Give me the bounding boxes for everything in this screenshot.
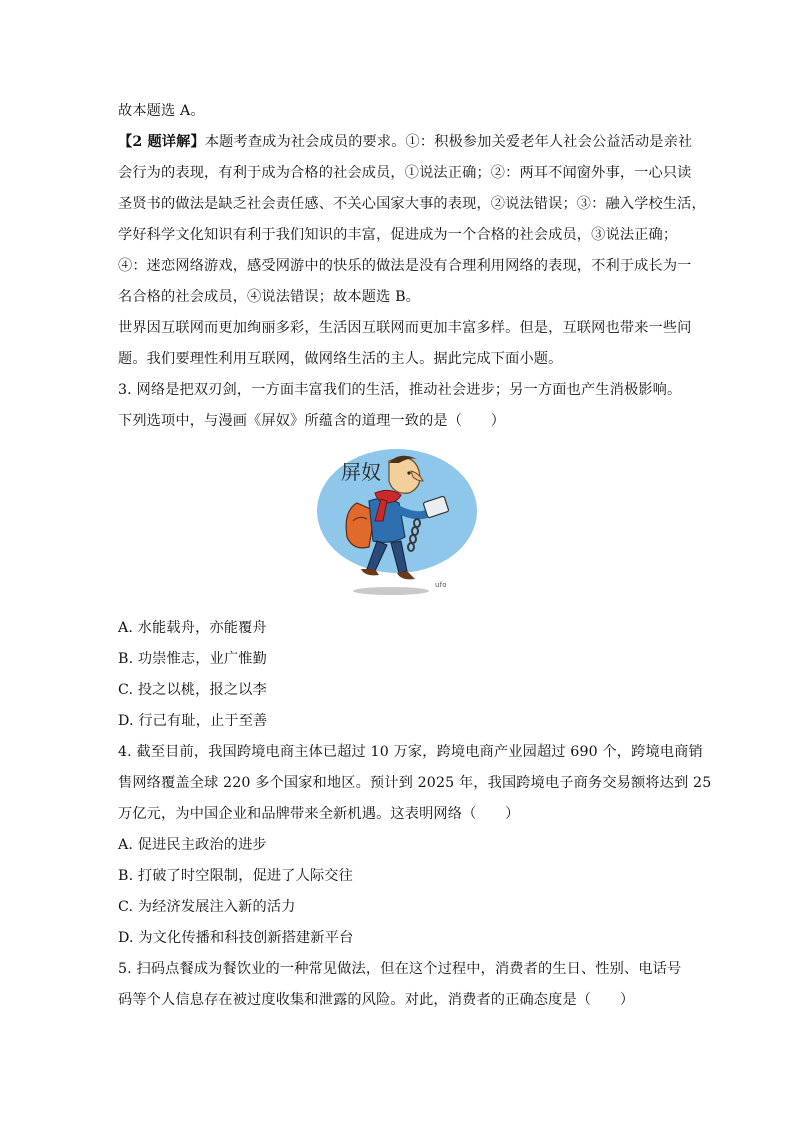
q5-stem-line-2: 码等个人信息存在被过度收集和泄露的风险。对此，消费者的正确态度是（ ）	[118, 992, 635, 1008]
q2-explanation-line-2: 会行为的表现，有利于成为合格的社会成员，①说法正确；②：两耳不闻窗外事，一心只读	[118, 165, 692, 181]
q3-stem-line-2: 下列选项中，与漫画《屏奴》所蕴含的道理一致的是（ ）	[118, 413, 506, 429]
cartoon-illustration	[313, 441, 481, 601]
cartoon-screen-slave	[313, 441, 481, 601]
material-intro-line-1: 世界因互联网而更加绚丽多彩，生活因互联网而更加丰富多样。但是，互联网也带来一些问	[118, 320, 692, 336]
material-intro-line-2: 题。我们要理性利用互联网，做网络生活的主人。据此完成下面小题。	[118, 351, 563, 367]
q3-option-c: C. 投之以桃，报之以李	[118, 682, 267, 698]
q4-stem-line-1: 4. 截至目前，我国跨境电商主体已超过 10 万家，跨境电商产业园超过 690 个，跨境电商销	[118, 744, 703, 760]
document-body	[118, 96, 712, 1016]
q3-stem-line-1: 3. 网络是把双刃剑，一方面丰富我们的生活，推动社会进步；另一方面也产生消极影响。	[118, 382, 682, 398]
q2-explanation-line-5: ④：迷恋网络游戏，感受网游中的快乐的做法是没有合理利用网络的表现，不利于成长为一	[118, 258, 692, 274]
q4-stem-line-2: 售网络覆盖全球 220 多个国家和地区。预计到 2025 年，我国跨境电子商务交易额将达到 25	[118, 775, 712, 791]
jacket-shape	[369, 498, 405, 542]
q3-option-d: D. 行己有耻，止于至善	[118, 713, 268, 729]
q2-explanation-line-1	[118, 127, 693, 158]
q4-option-c: C. 为经济发展注入新的活力	[118, 899, 296, 915]
q3-option-a: A. 水能载舟，亦能覆舟	[118, 620, 267, 636]
q3-option-b: B. 功崇惟志，业广惟勤	[118, 651, 267, 667]
cartoon-title: 屏奴	[341, 460, 382, 484]
q2-explanation-tag: 【2 题详解】	[118, 134, 205, 150]
q2-explanation-line-6: 名合格的社会成员，④说法错误；故本题选 B。	[118, 289, 420, 305]
artist-signature: ufo	[435, 581, 447, 589]
q2-explanation-text-1: 本题考查成为社会成员的要求。①：积极参加关爱老年人社会公益活动是亲社	[204, 134, 693, 150]
answer-line-q1: 故本题选 A。	[118, 103, 205, 119]
ground-shadow	[353, 587, 429, 595]
eye-shape	[407, 471, 410, 474]
q4-option-a: A. 促进民主政治的进步	[118, 837, 267, 853]
q2-explanation-line-3: 圣贤书的做法是缺乏社会责任感、不关心国家大事的表现，②说法错误；③：融入学校生活，	[118, 196, 706, 212]
q5-stem-line-1: 5. 扫码点餐成为餐饮业的一种常见做法，但在这个过程中，消费者的生日、性别、电话号	[118, 961, 682, 977]
q4-option-d: D. 为文化传播和科技创新搭建新平台	[118, 930, 354, 946]
q4-option-b: B. 打破了时空限制，促进了人际交往	[118, 868, 353, 884]
q4-stem-line-3: 万亿元，为中国企业和品牌带来全新机遇。这表明网络（ ）	[118, 806, 520, 822]
q2-explanation-line-4: 学好科学文化知识有利于我们知识的丰富，促进成为一个合格的社会成员，③说法正确；	[118, 227, 678, 243]
cartoon-figure-area	[118, 439, 678, 605]
